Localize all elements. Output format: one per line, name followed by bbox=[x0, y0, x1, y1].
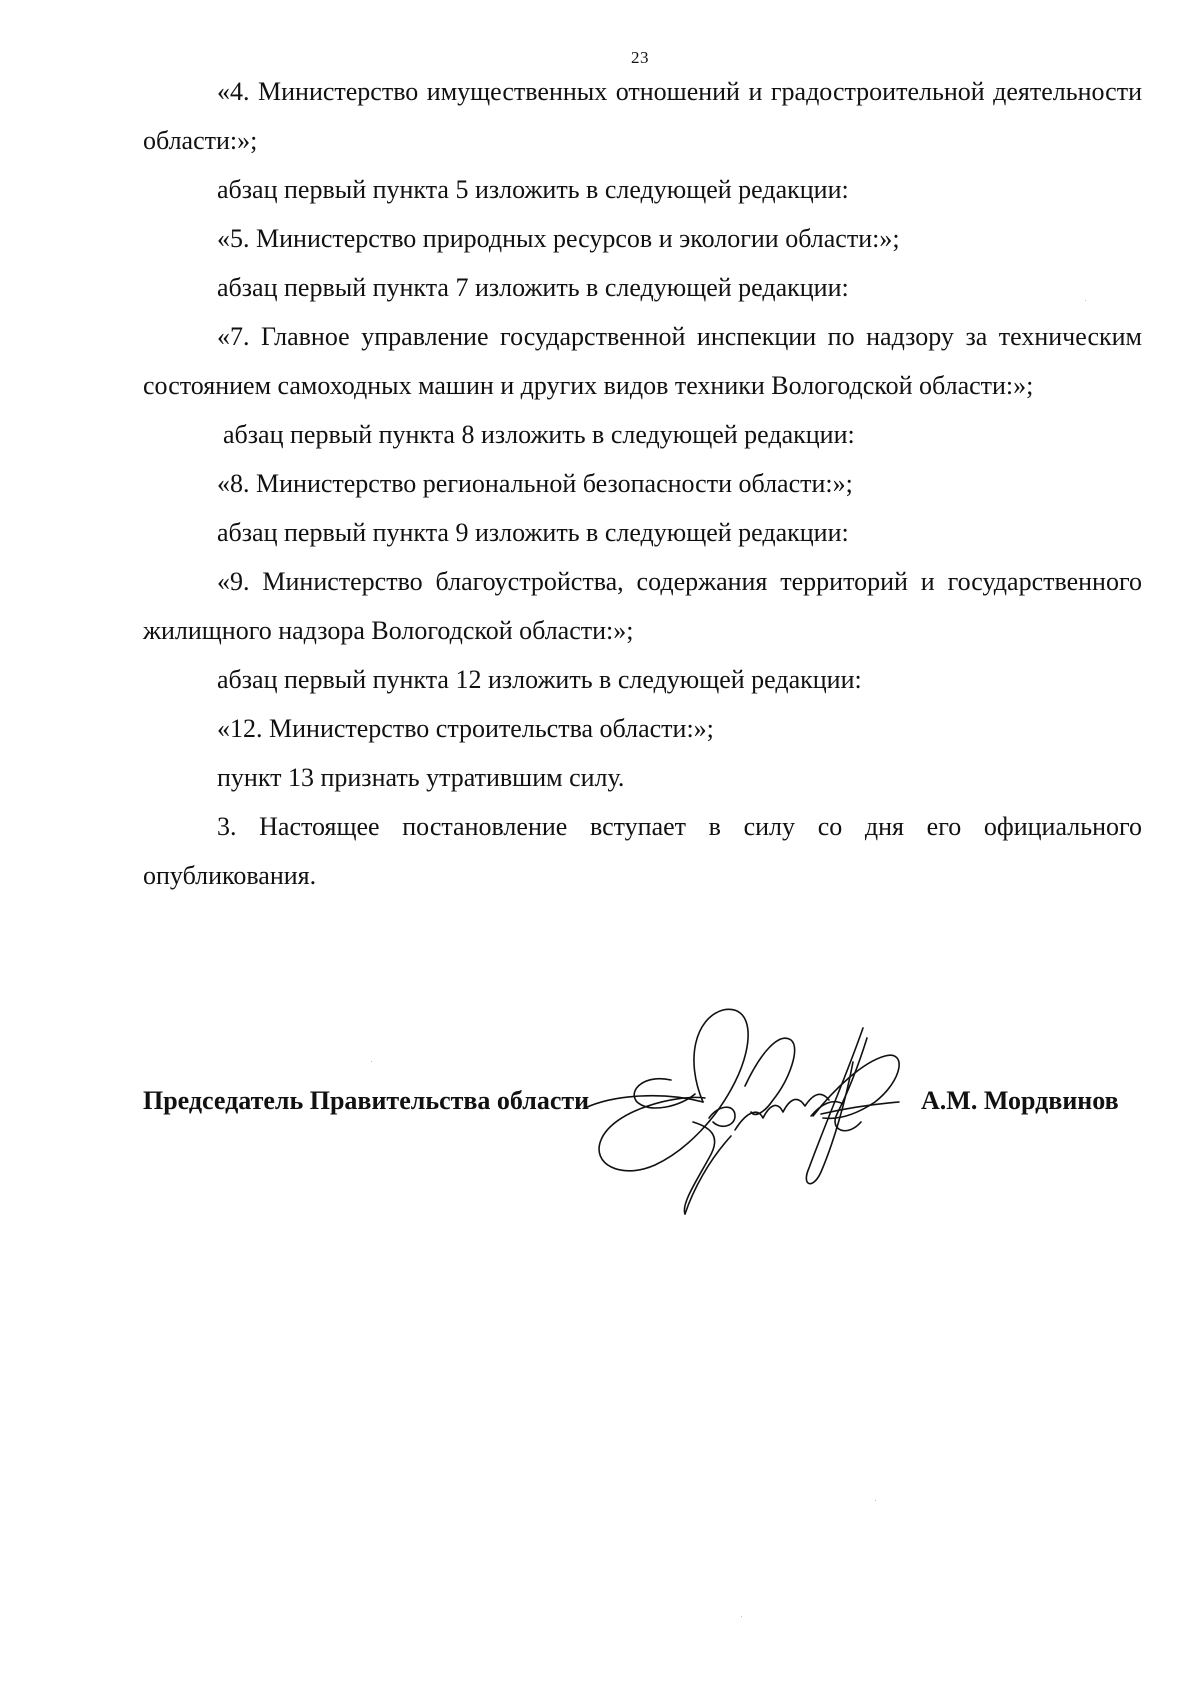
paragraph-ministry-construction: «12. Министерство строительства области:»; bbox=[217, 714, 714, 743]
paragraph-amend-item-7: абзац первый пункта 7 изложить в следующей редакции: bbox=[217, 273, 849, 302]
signature-stroke bbox=[599, 1009, 748, 1170]
paragraph-effective-date: 3. Настоящее постановление вступает в силу со дня его официального опубликования. bbox=[143, 812, 1142, 890]
paragraph-ministry-natural-resources: «5. Министерство природных ресурсов и экологии области:»; bbox=[217, 224, 900, 253]
scan-speck bbox=[1085, 300, 1086, 301]
signature-stroke bbox=[745, 1038, 795, 1114]
handwritten-signature bbox=[585, 990, 945, 1215]
scan-speck bbox=[875, 1500, 876, 1501]
signatory-name: А.М. Мордвинов bbox=[921, 1086, 1119, 1115]
scan-speck bbox=[371, 1061, 372, 1062]
paragraph-ministry-improvement: «9. Министерство благоустройства, содержания территорий и государственного жилищного надзора Вологодской области:»; bbox=[143, 567, 1142, 645]
paragraph-amend-item-5: абзац первый пункта 5 изложить в следующей редакции: bbox=[217, 175, 849, 204]
signature-stroke bbox=[634, 1079, 695, 1108]
signature-stroke bbox=[806, 1028, 863, 1184]
paragraph-amend-item-9: абзац первый пункта 9 изложить в следующей редакции: bbox=[217, 518, 849, 547]
paragraph-ministry-property: «4. Министерство имущественных отношений и градостроительной деятельности области:»; bbox=[143, 77, 1142, 155]
signatory-position: Председатель Правительства области bbox=[143, 1086, 590, 1115]
paragraph-inspection-directorate: «7. Главное управление государственной инспекции по надзору за техническим состоянием самоходных машин и других видов техники Вологодской области:»; bbox=[143, 322, 1142, 400]
document-body bbox=[143, 67, 1142, 900]
scan-speck bbox=[741, 1616, 742, 1617]
signature-stroke bbox=[684, 1122, 714, 1214]
paragraph-ministry-security: «8. Министерство региональной безопасности области:»; bbox=[217, 469, 853, 498]
paragraph-item-13-void: пункт 13 признать утратившим силу. bbox=[217, 763, 625, 792]
signature-stroke bbox=[811, 1102, 843, 1116]
paragraph-amend-item-12: абзац первый пункта 12 изложить в следующей редакции: bbox=[217, 665, 862, 694]
page-number: 23 bbox=[631, 48, 649, 67]
signature-stroke bbox=[813, 1055, 899, 1118]
paragraph-amend-item-8: абзац первый пункта 8 изложить в следующей редакции: bbox=[223, 420, 855, 449]
signature-stroke bbox=[685, 1136, 731, 1214]
